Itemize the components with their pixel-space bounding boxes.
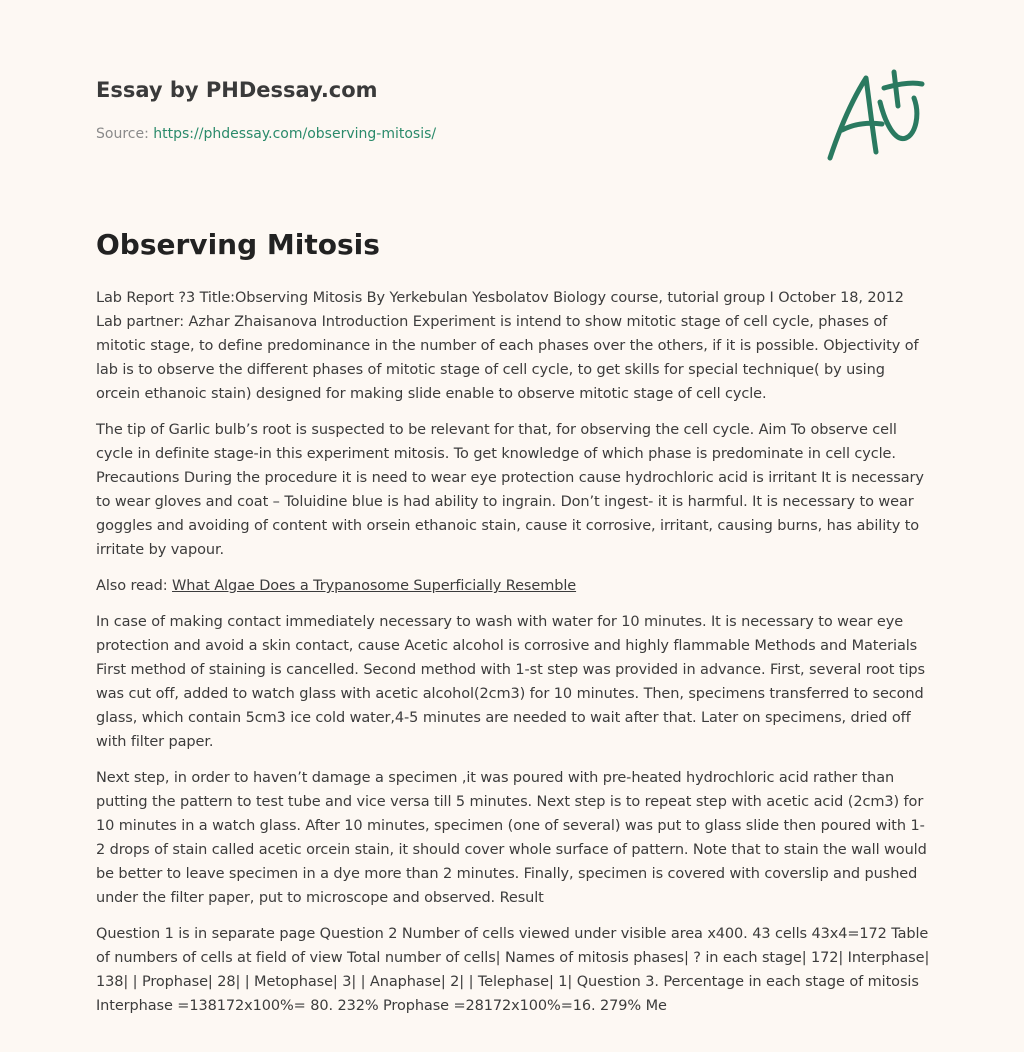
also-read (96, 574, 932, 598)
a-plus-grade-icon (822, 66, 932, 166)
site-brand: Essay by PHDessay.com (96, 78, 378, 102)
source-line (96, 124, 928, 144)
source-label: Source: (96, 126, 154, 142)
paragraph-3: In case of making contact immediately necessary to wash with water for 10 minutes. It is necessary to wear eye protection and avoid a skin contact, cause Acetic alcohol is corrosive and highly flammable Methods and Materials First method of staining is cancelled. Second method with 1-st step was provided in advance. First, several root tips was cut off, added to watch glass with acetic alcohol(2cm3) for 10 minutes. Then, specimens transferred to second glass, which contain 5cm3 ice cold water,4-5 minutes are needed to wait after that. Later on specimens, dried off with filter paper. (96, 614, 925, 750)
source-link[interactable]: https://phdessay.com/observing-mitosis/ (153, 126, 437, 142)
also-read-link[interactable]: What Algae Does a Trypanosome Superficially Resemble (172, 578, 577, 594)
also-read-label: Also read: (96, 578, 173, 594)
essay-header (96, 76, 928, 144)
article-title: Observing Mitosis (96, 228, 380, 261)
paragraph-4: Next step, in order to haven’t damage a specimen ,it was poured with pre-heated hydrochloric acid rather than putting the pattern to test tube and vice versa till 5 minutes. Next step is to repeat step with acetic acid (2cm3) for 10 minutes in a watch glass. After 10 minutes, specimen (one of several) was put to glass slide then poured with 1-2 drops of stain called acetic orcein stain, it should cover whole surface of pattern. Note that to stain the wall would be better to leave specimen in a dye more than 2 minutes. Finally, specimen is covered with coverslip and pushed under the filter paper, put to microscope and observed. Result (96, 770, 927, 906)
paragraph-2: The tip of Garlic bulb’s root is suspected to be relevant for that, for observing the cell cycle. Aim To observe cell cycle in definite stage-in this experiment mitosis. To get knowledge of which phase is predominate in cell cycle. Precautions During the procedure it is need to wear eye protection cause hydrochloric acid is irritant It is necessary to wear gloves and coat – Toluidine blue is had ability to ingrain. Don’t ingest- it is harmful. It is necessary to wear goggles and avoiding of content with orsein ethanoic stain, cause it corrosive, irritant, causing burns, has ability to irritate by vapour. (96, 422, 924, 558)
article-body (96, 286, 932, 1030)
paragraph-5: Question 1 is in separate page Question 2 Number of cells viewed under visible area x400. 43 cells 43x4=172 Table of numbers of cells at field of view Total number of cells| Names of mitosis phases| ? in each stage| 172| Interphase| 138| | Prophase| 28| | Metophase| 3| | Anaphase| 2| | Telephase| 1| Question 3. Percentage in each stage of mitosis Interphase =138172x100%= 80. 232% Prophase =28172x100%=16. 279% Me (96, 926, 930, 1014)
paragraph-1: Lab Report ?3 Title:Observing Mitosis By Yerkebulan Yesbolatov Biology course, tutorial group I October 18, 2012 Lab partner: Azhar Zhaisanova Introduction Experiment is intend to show mitotic stage of cell cycle, phases of mitotic stage, to define predominance in the number of each phases over the others, if it is possible. Objectivity of lab is to observe the different phases of mitotic stage of cell cycle, to get skills for special technique( by using orcein ethanoic stain) designed for making slide enable to observe mitotic stage of cell cycle. (96, 290, 919, 402)
